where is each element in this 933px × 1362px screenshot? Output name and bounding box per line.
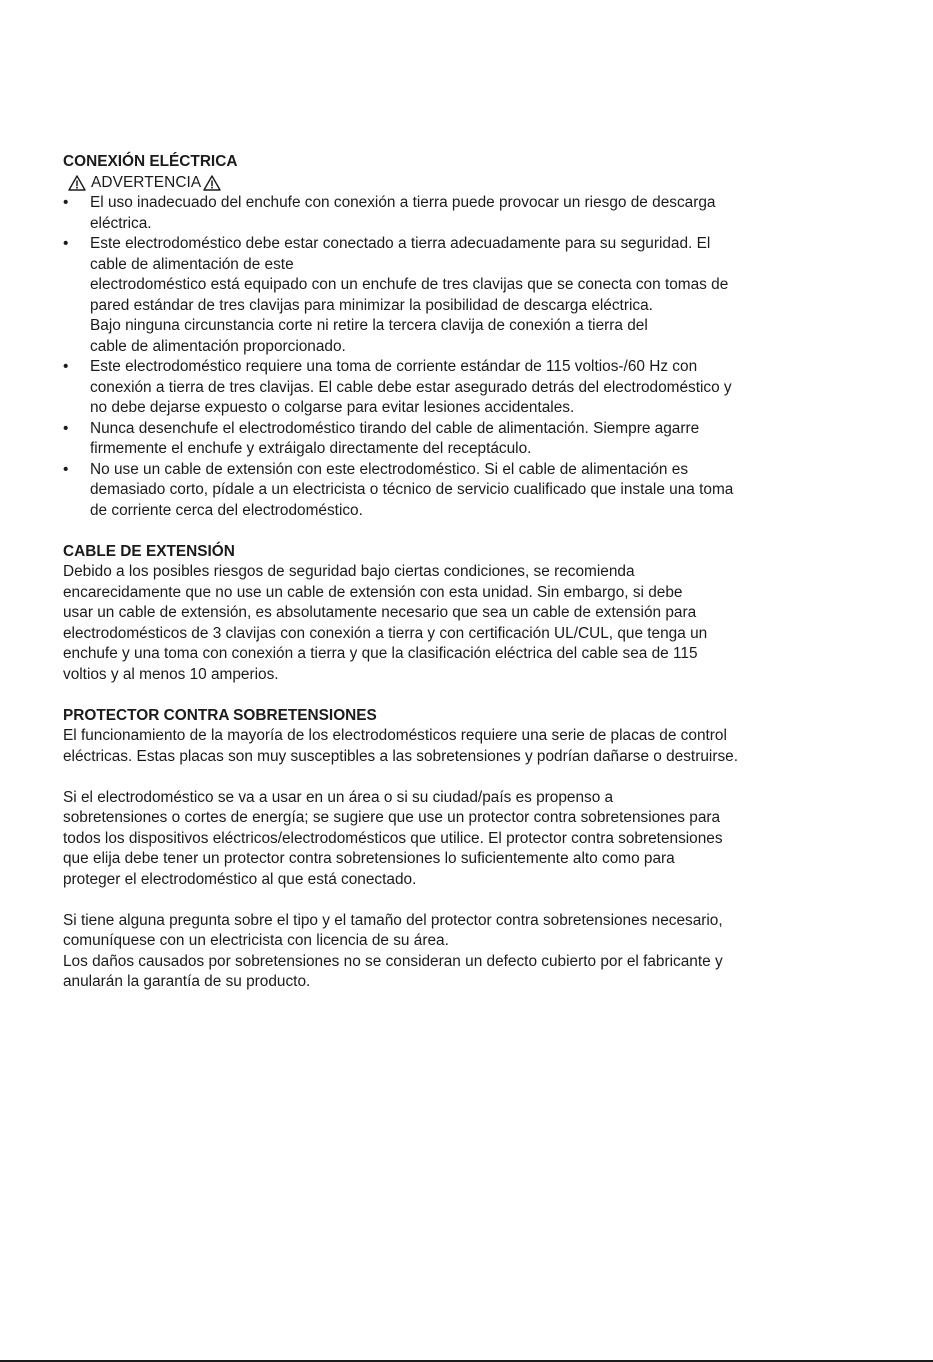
paragraph [63,562,853,685]
text-line: demasiado corto, pídale a un electricista o técnico de servicio cualificado que instale una toma [90,481,734,498]
text-line: eléctrica. [90,214,152,232]
text-line: Bajo ninguna circunstancia corte ni retire la tercera clavija de conexión a tierra del [90,317,648,334]
text-line: El funcionamiento de la mayoría de los electrodomésticos requiere una serie de placas de control [63,727,727,744]
text-line: proteger el electrodoméstico al que está conectado. [63,870,417,888]
text-line: cable de alimentación de este [90,255,294,273]
bullet-icon: • [63,235,69,252]
warning-triangle-icon [68,175,86,191]
bullet-icon: • [63,358,69,375]
warning-label: ADVERTENCIA [91,173,202,191]
text-line: Si tiene alguna pregunta sobre el tipo y el tamaño del protector contra sobretensiones necesario, [63,911,723,929]
text-line: anularán la garantía de su producto. [63,973,311,990]
text-line: electrodoméstico está equipado con un enchufe de tres clavijas que se conecta con tomas de [90,276,729,293]
text-line: enchufe y una toma con conexión a tierra y que la clasificación eléctrica del cable sea de 115 [63,645,698,662]
text-line: encarecidamente que no use un cable de extensión con esta unidad. Sin embargo, si debe [63,583,683,601]
text-line: pared estándar de tres clavijas para minimizar la posibilidad de descarga eléctrica. [90,296,653,314]
text-line: No use un cable de extensión con este electrodoméstico. Si el cable de alimentación es [90,460,689,478]
paragraph [63,788,853,891]
section-extension-cord [63,542,853,686]
section-spacer [63,685,853,706]
section-heading: PROTECTOR CONTRA SOBRETENSIONES [63,706,377,724]
text-line: Nunca desenchufe el electrodoméstico tirando del cable de alimentación. Siempre agarre [90,419,700,437]
text-line: usar un cable de extensión, es absolutamente necesario que sea un cable de extensión para [63,604,697,621]
text-line: electrodomésticos de 3 clavijas con conexión a tierra y con certificación UL/CUL, que tenga un [63,624,708,642]
text-line: eléctricas. Estas placas son muy susceptibles a las sobretensiones y podrían dañarse o destruirse. [63,747,738,765]
list-item [63,357,853,419]
section-heading: CONEXIÓN ELÉCTRICA [63,153,238,170]
warning-triangle-icon [203,175,221,191]
text-line: Los daños causados por sobretensiones no se consideran un defecto cubierto por el fabricante y [63,952,723,970]
list-item [63,193,853,234]
paragraph [63,726,853,767]
section-electrical-connection [63,152,853,521]
warning-label-row [63,173,853,194]
list-item [63,419,853,460]
paragraph [63,911,853,993]
bullet-icon: • [63,419,69,437]
text-line: firmemente el enchufe y extráigalo directamente del receptáculo. [90,440,532,457]
text-line: sobretensiones o cortes de energía; se sugiere que use un protector contra sobretensiones para [63,809,721,826]
text-line: conexión a tierra de tres clavijas. El cable debe estar asegurado detrás del electrodoméstico y [90,378,732,396]
text-line: voltios y al menos 10 amperios. [63,665,279,683]
text-line: todos los dispositivos eléctricos/electrodomésticos que utilice. El protector contra sobretensiones [63,829,723,847]
bullet-icon: • [63,460,69,478]
text-line: Debido a los posibles riesgos de seguridad bajo ciertas condiciones, se recomienda [63,563,635,580]
section-surge-protector [63,706,853,993]
document-body [63,152,853,993]
paragraph-spacer [63,890,853,911]
text-line: que elija debe tener un protector contra sobretensiones lo suficientemente alto como para [63,850,675,867]
text-line: Este electrodoméstico debe estar conectado a tierra adecuadamente para su seguridad. El [90,235,711,252]
list-item [63,460,853,522]
text-line: El uso inadecuado del enchufe con conexión a tierra puede provocar un riesgo de descarga [90,194,716,211]
text-line: cable de alimentación proporcionado. [90,337,346,355]
list-item [63,234,853,357]
text-line: Este electrodoméstico requiere una toma de corriente estándar de 115 voltios-/60 Hz con [90,358,698,375]
warning-bullet-list [63,193,853,521]
text-line: comuníquese con un electricista con licencia de su área. [63,932,449,949]
bullet-icon: • [63,194,69,211]
section-heading: CABLE DE EXTENSIÓN [63,542,235,560]
paragraph-spacer [63,767,853,788]
text-line: Si el electrodoméstico se va a usar en un área o si su ciudad/país es propenso a [63,788,614,806]
text-line: no debe dejarse expuesto o colgarse para evitar lesiones accidentales. [90,399,575,416]
text-line: de corriente cerca del electrodoméstico. [90,501,363,519]
section-spacer [63,521,853,542]
